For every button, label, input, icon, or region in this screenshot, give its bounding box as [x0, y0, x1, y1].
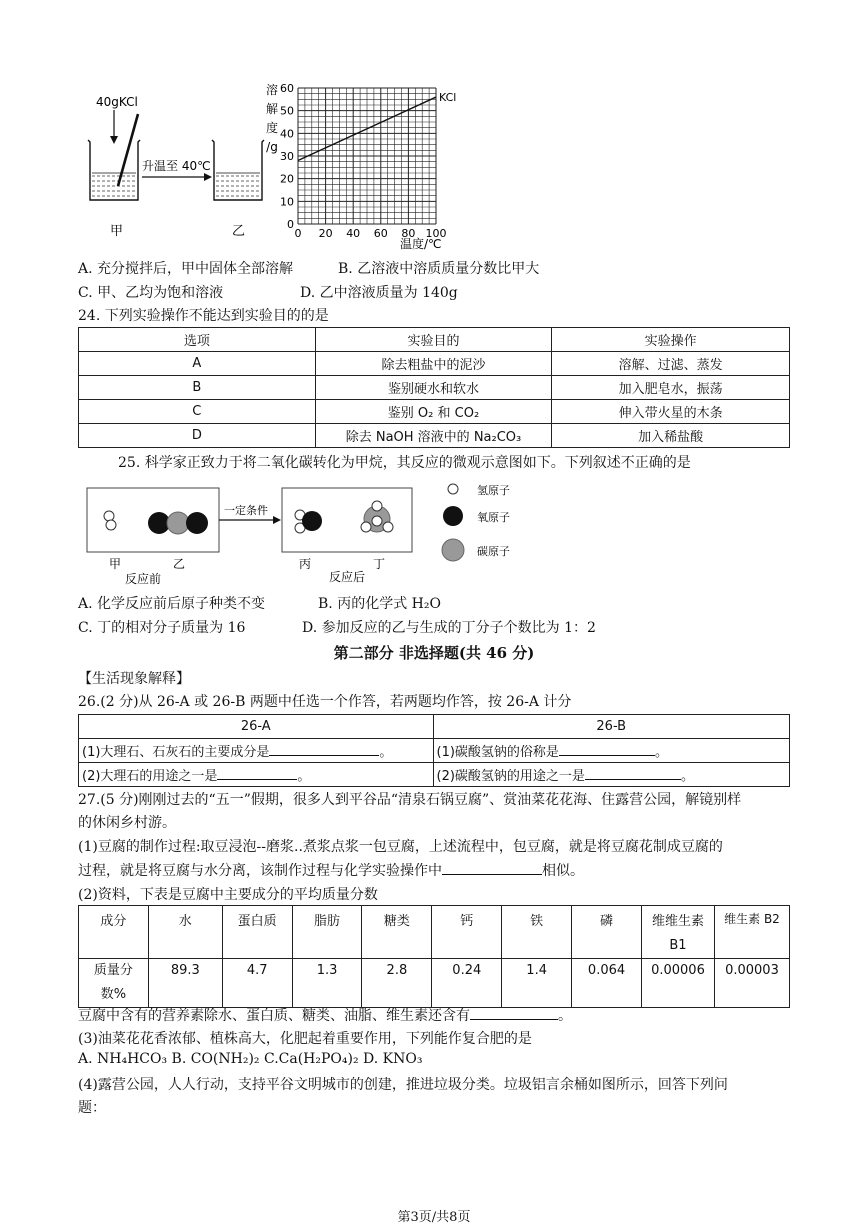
- x-tick-label: 0: [294, 227, 302, 240]
- q27-part4-line1: (4)露营公园，人人行动，支持平谷文明城市的创建，推进垃圾分类。垃圾铝言余桶如图所示，回答下列问: [78, 1077, 728, 1093]
- hydrogen-molecule: [104, 511, 116, 530]
- label-after: 反应后: [329, 570, 366, 584]
- table-cell: 4.7: [222, 959, 292, 1008]
- table-cell: B: [79, 376, 316, 400]
- q25-title: 25. 科学家正致力于将二氧化碳转化为甲烷，其反应的微观示意图如下。下列叙述不正确的是: [118, 455, 691, 471]
- table-header: 糖类: [362, 906, 432, 959]
- part2-heading: 第二部分 非选择题(共 46 分): [333, 644, 535, 662]
- table-cell: 0.24: [432, 959, 502, 1008]
- q26-table: [78, 714, 790, 787]
- label-bing: 丙: [299, 557, 312, 571]
- table-cell: 加入肥皂水，振荡: [552, 376, 790, 400]
- q23-option-b: B. 乙溶液中溶质质量分数比甲大: [338, 261, 540, 277]
- legend-carbon: 碳原子: [477, 545, 510, 558]
- table-cell: 0.00003: [714, 959, 789, 1008]
- y-tick-label: 20: [280, 172, 294, 186]
- x-tick-label: 60: [373, 227, 388, 240]
- y-axis-label-char: 解: [265, 102, 279, 116]
- q26-a1: (1)大理石、石灰石的主要成分是 。: [79, 739, 434, 763]
- table-cell: 0.064: [572, 959, 642, 1008]
- q27-part3-options: A. NH₄HCO₃ B. CO(NH₂)₂ C.Ca(H₂PO₄)₂ D. KNO₃: [78, 1051, 423, 1067]
- beaker-jia-label: 甲: [110, 224, 124, 239]
- q25-option-b: B. 丙的化学式 H₂O: [318, 596, 441, 612]
- table-cell: 鉴别 O₂ 和 CO₂: [315, 400, 552, 424]
- q27-part3-question: (3)油菜花花香浓郁、植株高大，化肥起着重要作用，下列能作复合肥的是: [78, 1031, 532, 1047]
- y-axis-label-char: /g: [266, 140, 278, 154]
- table-header: 蛋白质: [222, 906, 292, 959]
- y-axis-label-char: 溶: [265, 83, 279, 97]
- table-cell: D: [79, 424, 316, 448]
- table-header: 磷: [572, 906, 642, 959]
- table-cell: 溶解、过滤、蒸发: [552, 352, 790, 376]
- y-tick-label: 30: [280, 150, 294, 163]
- q27-title-line2: 的休闲乡村游。: [78, 815, 176, 831]
- x-tick-label: 100: [425, 227, 447, 240]
- q27-part2-title: (2)资料，下表是豆腐中主要成分的平均质量分数: [78, 887, 378, 903]
- q26-b2: (2)碳酸氢钠的用途之一是 。: [433, 763, 789, 787]
- y-tick-label: 60: [280, 82, 294, 95]
- q25-reaction-diagram: [85, 478, 555, 588]
- table-header: 水: [148, 906, 222, 959]
- table-cell: 除去粗盐中的泥沙: [315, 352, 552, 376]
- y-axis-label-char: 度: [265, 121, 279, 135]
- q25-option-c: C. 丁的相对分子质量为 16: [78, 620, 246, 636]
- label-before: 反应前: [125, 572, 162, 586]
- q26-title: 26.(2 分)从 26-A 或 26-B 两题中任选一个作答，若两题均作答，按 26-A 计分: [78, 694, 572, 710]
- table-cell: C: [79, 400, 316, 424]
- table-header: 维维生素 B1: [641, 906, 714, 959]
- q23-option-a: A. 充分搅拌后，甲中固体全部溶解: [78, 261, 294, 277]
- q27-title-line1: 27.(5 分)刚刚过去的“五一”假期，很多人到平谷品“清泉石锅豆腐”、赏油菜花花海、住露营公园，解镜别样: [78, 792, 742, 808]
- q27-part1-line1: (1)豆腐的制作过程:取豆浸泡--磨浆..煮浆点浆一包豆腐，上述流程中，包豆腐，就是将豆腐花制成豆腐的: [78, 839, 723, 855]
- chart-x-axis-label: 温度/℃: [400, 237, 442, 251]
- page-footer: 第3页/共8页: [397, 1210, 471, 1225]
- row-label: 质量分数%: [79, 959, 149, 1008]
- chart-y-ticks: [280, 82, 294, 231]
- q23-option-d: D. 乙中溶液质量为 140g: [300, 285, 458, 301]
- q26-header-a: 26-A: [79, 715, 434, 739]
- table-cell: 89.3: [148, 959, 222, 1008]
- y-tick-label: 10: [280, 195, 294, 209]
- q26-a2: (2)大理石的用途之一是 。: [79, 763, 434, 787]
- y-tick-label: 50: [280, 104, 294, 118]
- q27-part2-question: 豆腐中含有的营养素除水、蛋白质、糖类、油脂、维生素还含有 。: [78, 1008, 572, 1024]
- table-cell: A: [79, 352, 316, 376]
- label-40g-kcl: 40gKCl: [96, 95, 138, 109]
- q24-title: 24. 下列实验操作不能达到实验目的的是: [78, 308, 329, 324]
- q24-header-option: 选项: [79, 328, 316, 352]
- heat-arrow-label: 升温至 40℃: [142, 159, 211, 173]
- section-heading: 【生活现象解释】: [78, 671, 190, 687]
- chart-y-axis-label: [266, 82, 278, 154]
- table-header: 维生素 B2: [714, 906, 789, 959]
- table-header: 铁: [502, 906, 572, 959]
- q23-beaker-figure: [80, 90, 270, 245]
- methane-molecule: [361, 501, 393, 532]
- q23-option-c: C. 甲、乙均为饱和溶液: [78, 285, 224, 301]
- q25-option-d: D. 参加反应的乙与生成的丁分子个数比为 1：2: [302, 620, 596, 636]
- co2-molecule: [148, 512, 208, 534]
- q26-header-b: 26-B: [433, 715, 789, 739]
- reaction-condition: 一定条件: [224, 504, 268, 517]
- water-molecule: [295, 510, 322, 533]
- y-tick-label: 40: [280, 127, 294, 141]
- y-tick-label: 0: [287, 218, 294, 231]
- legend-hydrogen: 氢原子: [477, 484, 510, 497]
- table-cell: 1.4: [502, 959, 572, 1008]
- legend-oxygen: 氧原子: [477, 511, 510, 524]
- table-cell: 除去 NaOH 溶液中的 Na₂CO₃: [315, 424, 552, 448]
- table-cell: 加入稀盐酸: [552, 424, 790, 448]
- beaker-yi-label: 乙: [232, 224, 246, 239]
- q27-part4-line2: 题：: [78, 1100, 106, 1116]
- q24-header-operation: 实验操作: [552, 328, 790, 352]
- table-cell: 1.3: [292, 959, 362, 1008]
- x-tick-label: 20: [318, 227, 333, 240]
- q26-b1: (1)碳酸氢钠的俗称是 。: [433, 739, 789, 763]
- x-tick-label: 80: [401, 227, 416, 240]
- table-cell: 0.00006: [641, 959, 714, 1008]
- q24-header-purpose: 实验目的: [315, 328, 552, 352]
- solubility-chart: [260, 80, 470, 252]
- table-cell: 鉴别硬水和软水: [315, 376, 552, 400]
- table-header: 脂肪: [292, 906, 362, 959]
- table-cell: 伸入带火星的木条: [552, 400, 790, 424]
- label-ding: 丁: [373, 557, 386, 571]
- tofu-composition-table: [78, 905, 790, 1008]
- q25-option-a: A. 化学反应前后原子种类不变: [78, 596, 266, 612]
- table-header: 成分: [79, 906, 149, 959]
- label-jia: 甲: [109, 557, 122, 571]
- label-yi: 乙: [173, 557, 186, 571]
- table-cell: 2.8: [362, 959, 432, 1008]
- x-tick-label: 40: [346, 227, 361, 240]
- chart-grid: [298, 88, 436, 224]
- q24-table: [78, 327, 790, 448]
- q27-part1-line2: 过程，就是将豆腐与水分离，该制作过程与化学实验操作中 相似。: [78, 863, 584, 879]
- table-header: 钙: [432, 906, 502, 959]
- series-label-kcl: KCl: [439, 91, 457, 105]
